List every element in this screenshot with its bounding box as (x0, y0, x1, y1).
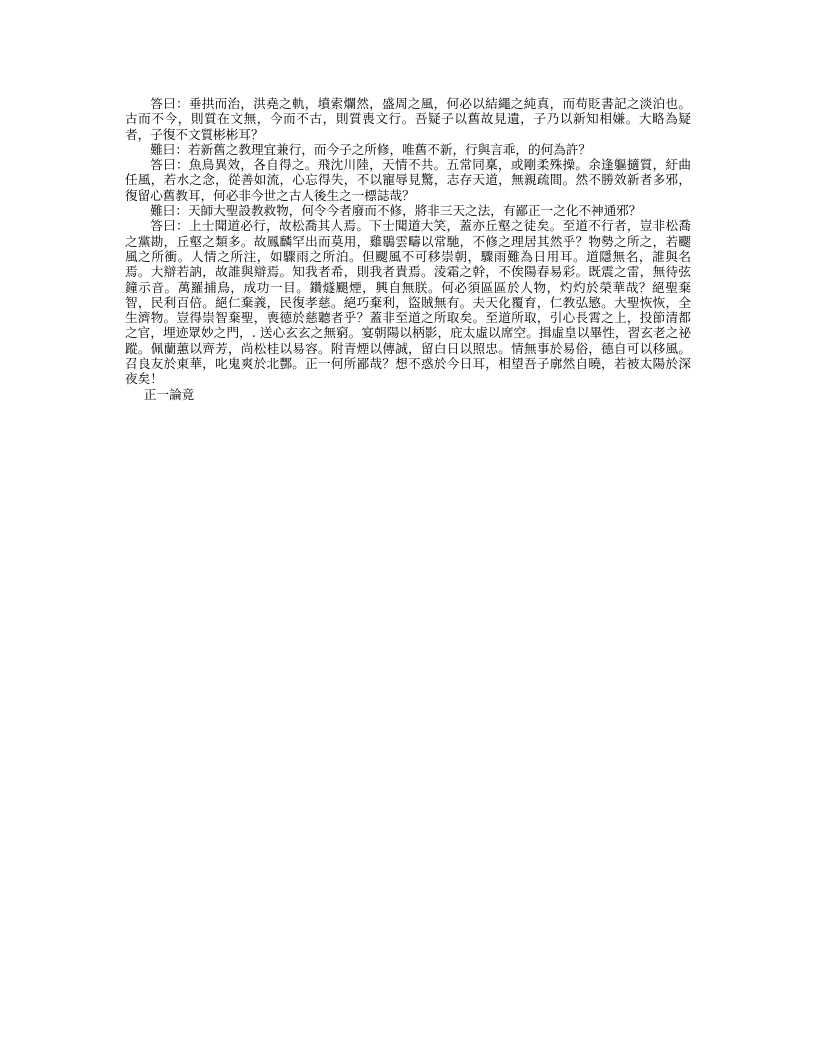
paragraph-question-1: 難曰：若新舊之教理宜兼行，而今子之所修，唯舊不新，行與言乖，的何為許？ (150, 141, 591, 157)
paragraph-answer-3: 答曰：上士聞道必行，故松喬其人焉。下士聞道大笑，蓋亦丘壑之徒矣。至道不行者，豈非松喬之黨勘，丘壑之類多。故鳳麟罕出而莫用，雞鶡雲疇以常馳，不修之理居其然乎？物勢之所之，若颸風之所衝。人情之所注，如驟雨之所泊。但颸風不可移崇朝，驟雨難為日用耳。道隱無名，誰與名焉。大辯若訥，故誰與辯焉。知我者希，則我者貴焉。淩霜之幹，不俟陽春易彩。既震之雷，無待弦鐘示音。萬羅捕鳥，成功一目。鑽燧颶煙，興自無朕。何必須區區於人物，灼灼於榮華哉？絕聖棄智，民利百倍。絕仁棄義，民復孝慈。絕巧棄利，盜賊無有。夫天化覆育，仁教弘慜。大聖恢恢，全生濟物。豈得崇智棄聖，喪德於慈聽者乎？蓋非至道之所取矣。至道所取，引心長霄之上，投節清都之官，埋迹眾妙之門，. 送心玄玄之無窮。宴朝陽以柄影，庇太虛以席空。揖虛皇以畢性，習玄老之祕蹤。佩蘭蕙以齊芳，尚松桂以易容。附青煙以傳誠，留白日以照忠。情無事於易俗，德自可以移風。召良友於東華，叱鬼爽於北酆。正一何所鄙哉？想不惑於今日耳，相望吾子廓然自曉，若被太陽於深夜矣！ (125, 218, 691, 387)
paragraph-answer-2: 答曰：魚鳥異效，各自得之。飛沈川陸，天情不共。五常同稟，或剛柔殊操。余逢軀擿質，紆曲任風，若水之念，從善如流，心忘得失，不以寵辱見驚，志存天道，無親疏間。然不勝效新者多邪，復留心舊教耳，何必非今世之古人後生之一標誌哉？ (125, 157, 691, 203)
document-end-title: 正一論竟 (143, 386, 195, 402)
paragraph-question-2: 難曰：天師大聖設教救物，何令今者廢而不修，將非三天之法，有鄙正一之化不神通邪？ (150, 203, 642, 219)
document-body (125, 96, 691, 402)
paragraph-answer-1: 答曰：垂拱而治，洪堯之軌，墳索爛然，盛周之風，何必以結繩之純真，而苟貶書記之淡泊也。古而不今，則質在文無，今而不古，則質喪文行。吾疑子以舊故見遺，子乃以新知相嫌。大略為疑者，子復不文質彬彬耳？ (125, 96, 691, 142)
